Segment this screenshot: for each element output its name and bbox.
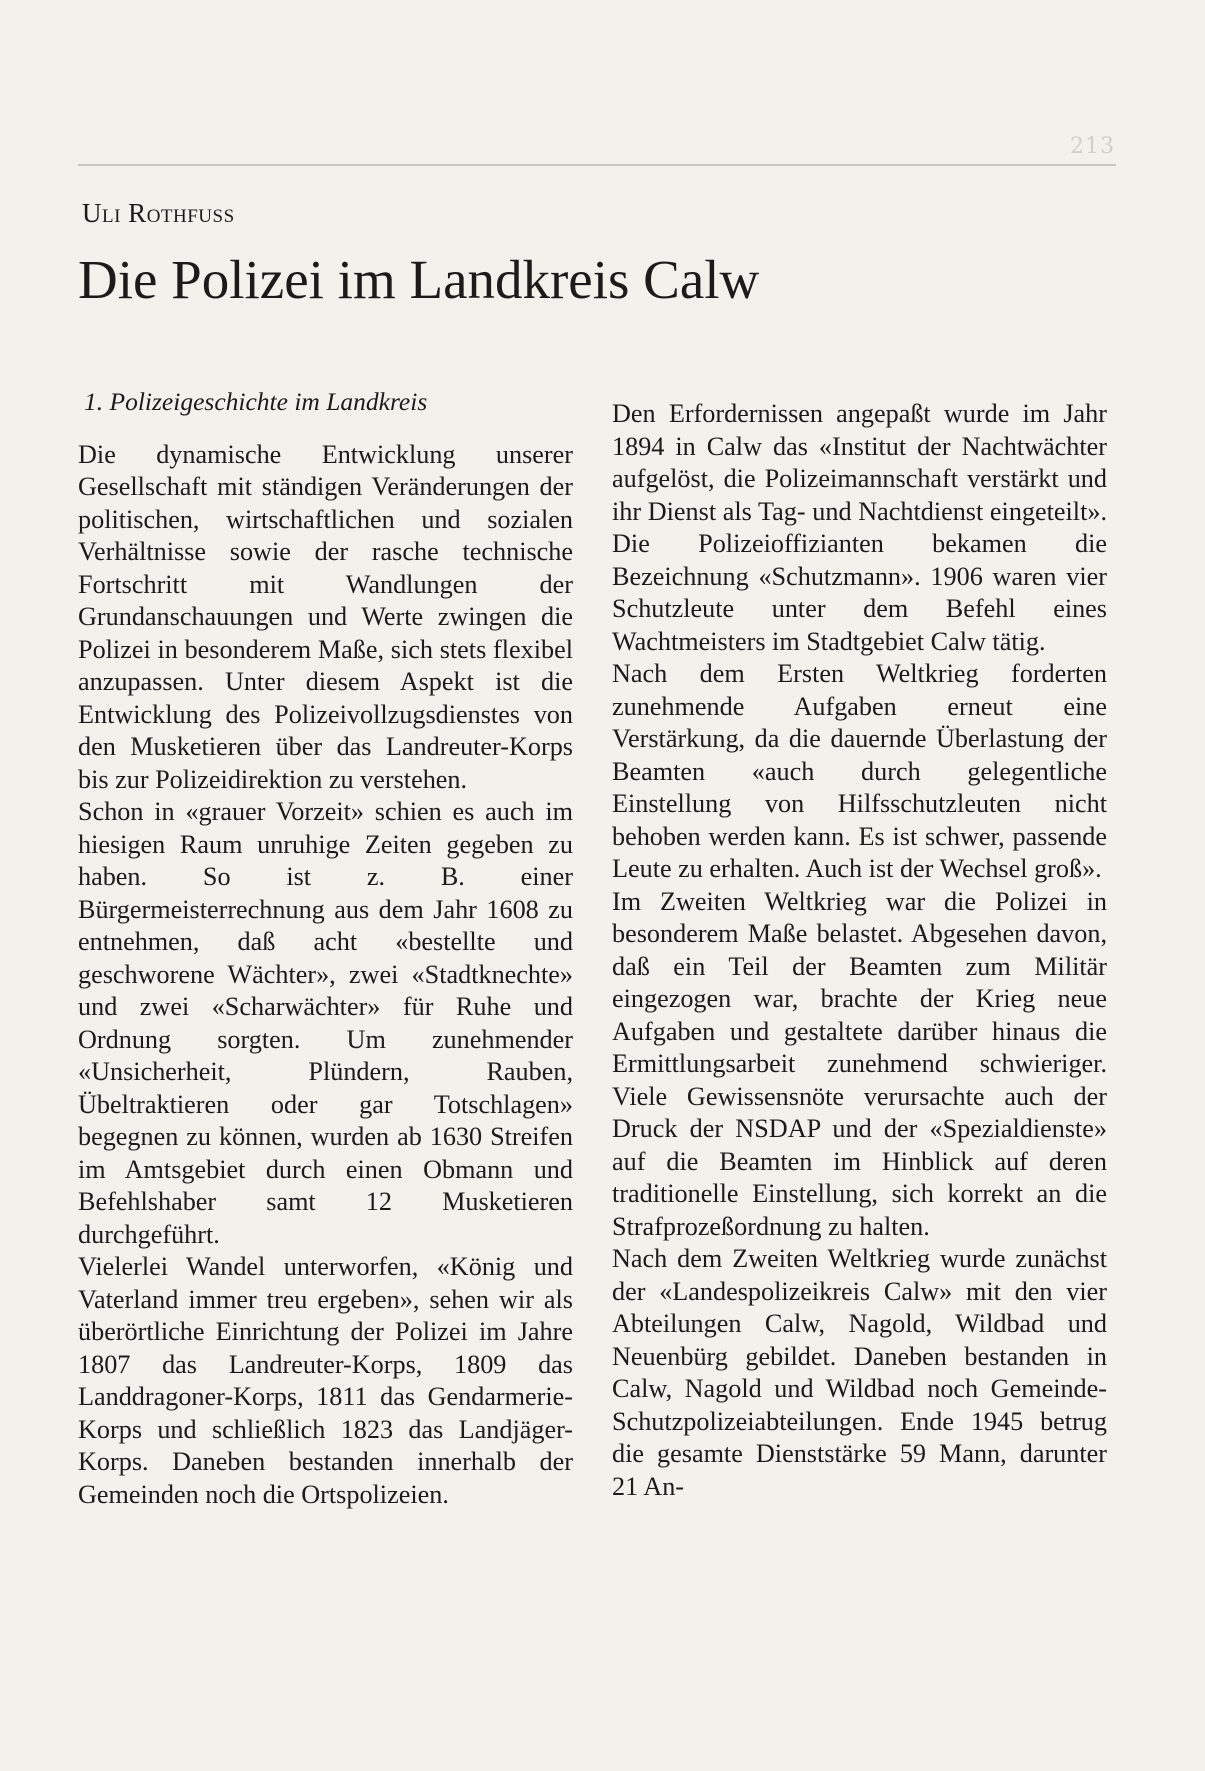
article-title: Die Polizei im Landkreis Calw (78, 249, 760, 310)
right-column (612, 398, 1107, 1503)
paragraph: Schon in «grauer Vorzeit» schien es auch im hiesigen Raum unruhige Zeiten gegeben zu haben. So ist z. B. einer Bürgermeisterrechnung aus dem Jahr 1608 zu entnehmen, daß acht «bestellte und geschworene Wächter», zwei «Stadtknechte» und zwei «Scharwächter» für Ruhe und Ordnung sorgten. Um zunehmender «Unsicherheit, Plündern, Rauben, Übeltraktieren oder gar Totschlagen» begegnen zu können, wurden ab 1630 Streifen im Amtsgebiet durch einen Obmann und Befehlshaber samt 12 Musketieren durchgeführt. (78, 797, 573, 1249)
section-heading: 1. Polizeigeschichte im Landkreis (84, 387, 428, 416)
paragraph: Nach dem Ersten Weltkrieg forderten zunehmende Aufgaben erneut eine Verstärkung, da die dauernde Überlastung der Beamten «auch durch gelegentliche Einstellung von Hilfsschutzleuten nicht behoben werden kann. Es ist schwer, passende Leute zu erhalten. Auch ist der Wechsel groß». (612, 659, 1107, 883)
paragraph: Nach dem Zweiten Weltkrieg wurde zunächst der «Landespolizeikreis Calw» mit den vier Abteilungen Calw, Nagold, Wildbad und Neuenbürg gebildet. Daneben bestanden in Calw, Nagold und Wildbad noch Gemeinde-Schutzpolizeiabteilungen. Ende 1945 betrug die gesamte Dienststärke 59 Mann, darunter 21 An- (612, 1244, 1107, 1501)
author-name: Uli Rothfuss (82, 198, 235, 228)
header-rule (78, 164, 1116, 166)
paragraph: Den Erfordernissen angepaßt wurde im Jahr 1894 in Calw das «Institut der Nachtwächter aufgelöst, die Polizeimannschaft verstärkt und ihr Dienst als Tag- und Nachtdienst eingeteilt». Die Polizeioffizianten bekamen die Bezeichnung «Schutzmann». 1906 waren vier Schutzleute unter dem Befehl eines Wachtmeisters im Stadtgebiet Calw tätig. (612, 399, 1107, 656)
paragraph: Vielerlei Wandel unterworfen, «König und Vaterland immer treu ergeben», sehen wir als überörtliche Einrichtung der Polizei im Jahre 1807 das Landreuter-Korps, 1809 das Landdragoner-Korps, 1811 das Gendarmerie-Korps und schließlich 1823 das Landjäger-Korps. Daneben bestanden innerhalb der Gemeinden noch die Ortspolizeien. (78, 1252, 573, 1509)
page-number: 213 (1070, 134, 1115, 159)
paragraph: Im Zweiten Weltkrieg war die Polizei in besonderem Maße belastet. Abgesehen davon, daß ein Teil der Beamten zum Militär eingezogen war, brachte der Krieg neue Aufgaben und gestaltete darüber hinaus die Ermittlungsarbeit zunehmend schwieriger. Viele Gewissensnöte verursachte auch der Druck der NSDAP und der «Spezialdienste» auf die Beamten im Hinblick auf deren traditionelle Einstellung, sich korrekt an die Strafprozeßordnung zu halten. (612, 886, 1107, 1241)
left-column (78, 386, 573, 1511)
paragraph: Die dynamische Entwicklung unserer Gesellschaft mit ständigen Veränderungen der politischen, wirtschaftlichen und sozialen Verhältnisse sowie der rasche technische Fortschritt mit Wandlungen der Grundanschauungen und Werte zwingen die Polizei in besonderem Maße, sich stets flexibel anzupassen. Unter diesem Aspekt ist die Entwicklung des Polizeivollzugsdienstes von den Musketieren über das Landreuter-Korps bis zur Polizeidirektion zu verstehen. (78, 439, 573, 794)
